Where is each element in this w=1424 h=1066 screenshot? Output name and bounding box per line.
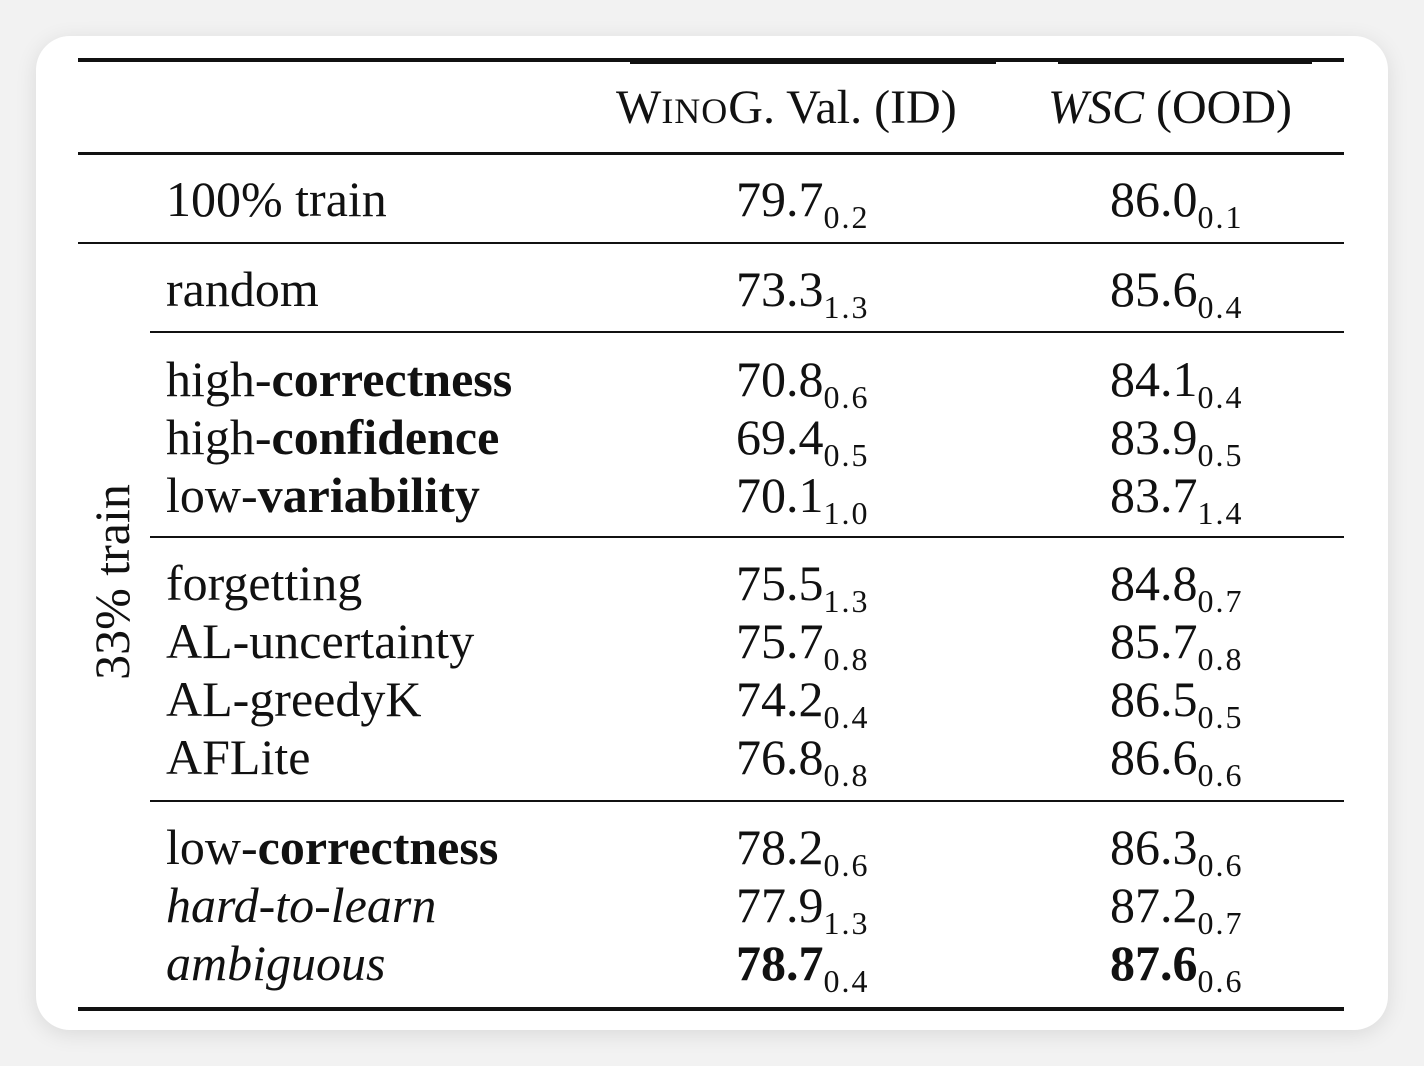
std-value: 0.1 [1197,199,1244,235]
winog-column-header [616,81,957,134]
side-label: 33% train [84,484,140,680]
group-rule-3 [150,800,1344,802]
row-label: ambiguous [166,935,386,991]
full-train-rule [78,242,1344,244]
row-label: AL-greedyK [166,671,422,727]
cell-wsc: $85.6_{0.4}$ [1110,261,1244,325]
winog-smallcaps: INO [661,91,729,131]
row-label: low-variability [166,467,480,523]
row-label: hard-to-learn [166,877,437,933]
wsc-rest: (OOD) [1144,81,1292,134]
cell-wsc-best: $87.6_{0.6}$ [1110,935,1244,999]
cell-wsc: $83.7_{1.4}$ [1110,467,1244,531]
winog-rest: Val. (ID) [774,81,957,134]
cell-wsc: $85.7_{0.8}$ [1110,613,1244,677]
wsc-name: WSC [1048,81,1144,134]
winog-column-rule [630,58,996,64]
wsc-column-header [1048,81,1292,134]
cell-wsc: $84.1_{0.4}$ [1110,351,1244,415]
cell-winog: $78.2_{0.6}$ [736,819,870,883]
cell-wsc: $84.8_{0.7}$ [1110,555,1244,619]
header-rule [78,152,1344,155]
group-rule-2 [150,536,1344,538]
wsc-column-rule [1058,58,1312,64]
cell-winog-best: $78.7_{0.4}$ [736,935,870,999]
cell-wsc: $87.2_{0.7}$ [1110,877,1244,941]
cell-winog: $75.5_{1.3}$ [736,555,870,619]
row-label: AL-uncertainty [166,613,475,669]
cell-winog: $75.7_{0.8}$ [736,613,870,677]
cell-winog: $70.1_{1.0}$ [736,467,870,531]
cell-wsc: $86.6_{0.6}$ [1110,729,1244,793]
mean-value: 86.0 [1110,171,1198,227]
row-label: forgetting [166,555,363,611]
row-label: AFLite [166,729,311,785]
cell-winog: $73.3_{1.3}$ [736,261,870,325]
cell-winog: $77.9_{1.3}$ [736,877,870,941]
winog-g: G. [728,81,775,134]
cell-winog: $70.8_{0.6}$ [736,351,870,415]
cell-winog-full-train [736,171,870,235]
row-label: random [166,261,319,317]
row-label: high-correctness [166,351,513,407]
mean-value: 79.7 [736,171,824,227]
cell-wsc: $83.9_{0.5}$ [1110,409,1244,473]
row-label: high-confidence [166,409,500,465]
group-rule-1 [150,331,1344,333]
cell-winog: $74.2_{0.4}$ [736,671,870,735]
cell-wsc-full-train [1110,171,1244,235]
cell-wsc: $86.3_{0.6}$ [1110,819,1244,883]
bottom-rule [78,1007,1344,1011]
winog-w: W [616,81,662,134]
row-label: low-correctness [166,819,499,875]
cell-winog: $69.4_{0.5}$ [736,409,870,473]
std-value: 0.2 [823,199,870,235]
cell-wsc: $86.5_{0.5}$ [1110,671,1244,735]
row-label-full-train: 100% train [166,171,387,227]
cell-winog: $76.8_{0.8}$ [736,729,870,793]
